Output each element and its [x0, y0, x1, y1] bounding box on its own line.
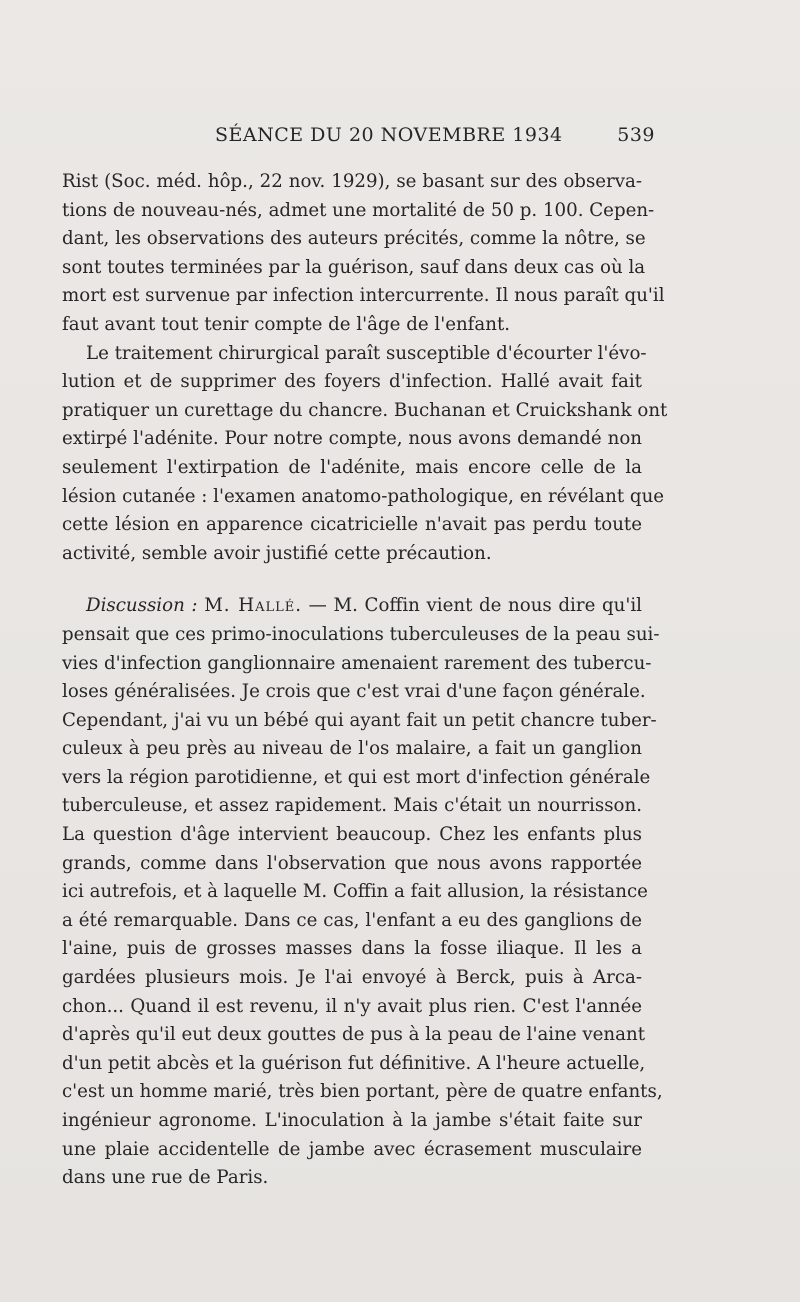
text-line: grands, comme dans l'observation que nous avons rapportée — [62, 852, 642, 874]
text-line: pensait que ces primo-inoculations tuberculeuses de la peau sui- — [62, 623, 660, 645]
text-line: l'aine, puis de grosses masses dans la fosse iliaque. Il les a — [62, 938, 642, 960]
text-line: vers la région parotidienne, et qui est mort d'infection générale — [62, 766, 651, 788]
text-line: ingénieur agronome. L'inoculation à la jambe s'était faite sur — [62, 1110, 642, 1131]
text-line: tions de nouveau-nés, admet une mortalité de 50 p. 100. Cepen- — [62, 199, 655, 221]
text-line: d'après qu'il eut deux gouttes de pus à la peau de l'aine venant — [62, 1024, 646, 1046]
text-line: tuberculeuse, et assez rapidement. Mais c'était un nourrisson. — [62, 795, 642, 817]
text-line: mort est survenue par infection intercurrente. Il nous paraît qu'il — [62, 285, 665, 307]
text-line: gardées plusieurs mois. Je l'ai envoyé à Berck, puis à Arca- — [62, 967, 642, 989]
text-line: une plaie accidentelle de jambe avec écrasement musculaire — [62, 1138, 642, 1160]
header-title: SÉANCE DU 20 NOVEMBRE 1934 — [215, 124, 563, 146]
text-line: extirpé l'adénite. Pour notre compte, nous avons demandé non — [62, 428, 642, 450]
paragraph-2 — [62, 340, 668, 569]
discussion-section — [62, 592, 663, 1192]
text-line: sont toutes terminées par la guérison, sauf dans deux cas où la — [62, 256, 646, 278]
text-line: seulement l'extirpation de l'adénite, mais encore celle de la — [62, 456, 642, 478]
discussion-first-line — [62, 592, 642, 621]
text-line: c'est un homme marié, très bien portant, père de quatre enfants, — [62, 1081, 663, 1103]
text-line: ici autrefois, et à laquelle M. Coffin a fait allusion, la résistance — [62, 881, 648, 903]
text-line: loses généralisées. Je crois que c'est vrai d'une façon générale. — [62, 681, 646, 703]
text-line: pratiquer un curettage du chancre. Buchanan et Cruickshank ont — [62, 399, 668, 421]
text-line: Cependant, j'ai vu un bébé qui ayant fait un petit chancre tuber- — [62, 709, 657, 731]
page-number: 539 — [617, 124, 655, 146]
discussion-first-line-text: — M. Coffin vient de nous dire qu'il — [308, 595, 642, 617]
text-line: culeux à peu près au niveau de l'os malaire, a fait un ganglion — [62, 738, 642, 760]
text-line: vies d'infection ganglionnaire amenaient rarement des tubercu- — [62, 652, 652, 674]
paragraph-1 — [62, 168, 665, 340]
running-header — [215, 124, 655, 154]
text-line: d'un petit abcès et la guérison fut définitive. A l'heure actuelle, — [62, 1052, 646, 1074]
page-body — [62, 168, 668, 1193]
text-line: lésion cutanée : l'examen anatomo-pathologique, en révélant que — [62, 485, 665, 507]
text-line: a été remarquable. Dans ce cas, l'enfant a eu des ganglions de — [62, 909, 642, 931]
discussion-label: Discussion : — [86, 595, 198, 617]
text-line: lution et de supprimer des foyers d'infection. Hallé avait fait — [62, 371, 642, 393]
speaker-name: M. Hallé. — [204, 595, 303, 617]
text-line: Le traitement chirurgical paraît susceptible d'écourter l'évo- — [86, 342, 647, 364]
text-line: cette lésion en apparence cicatricielle n'avait pas perdu toute — [62, 514, 642, 536]
text-line: La question d'âge intervient beaucoup. Chez les enfants plus — [62, 824, 642, 846]
text-line: activité, semble avoir justifié cette précaution. — [62, 542, 492, 564]
text-line: Rist (Soc. méd. hôp., 22 nov. 1929), se basant sur des observa- — [62, 171, 642, 192]
text-line: chon... Quand il est revenu, il n'y avait plus rien. C'est l'année — [62, 995, 642, 1017]
text-line: dans une rue de Paris. — [62, 1167, 269, 1189]
text-line: faut avant tout tenir compte de l'âge de l'enfant. — [62, 313, 511, 335]
text-line: dant, les observations des auteurs précités, comme la nôtre, se — [62, 228, 646, 250]
